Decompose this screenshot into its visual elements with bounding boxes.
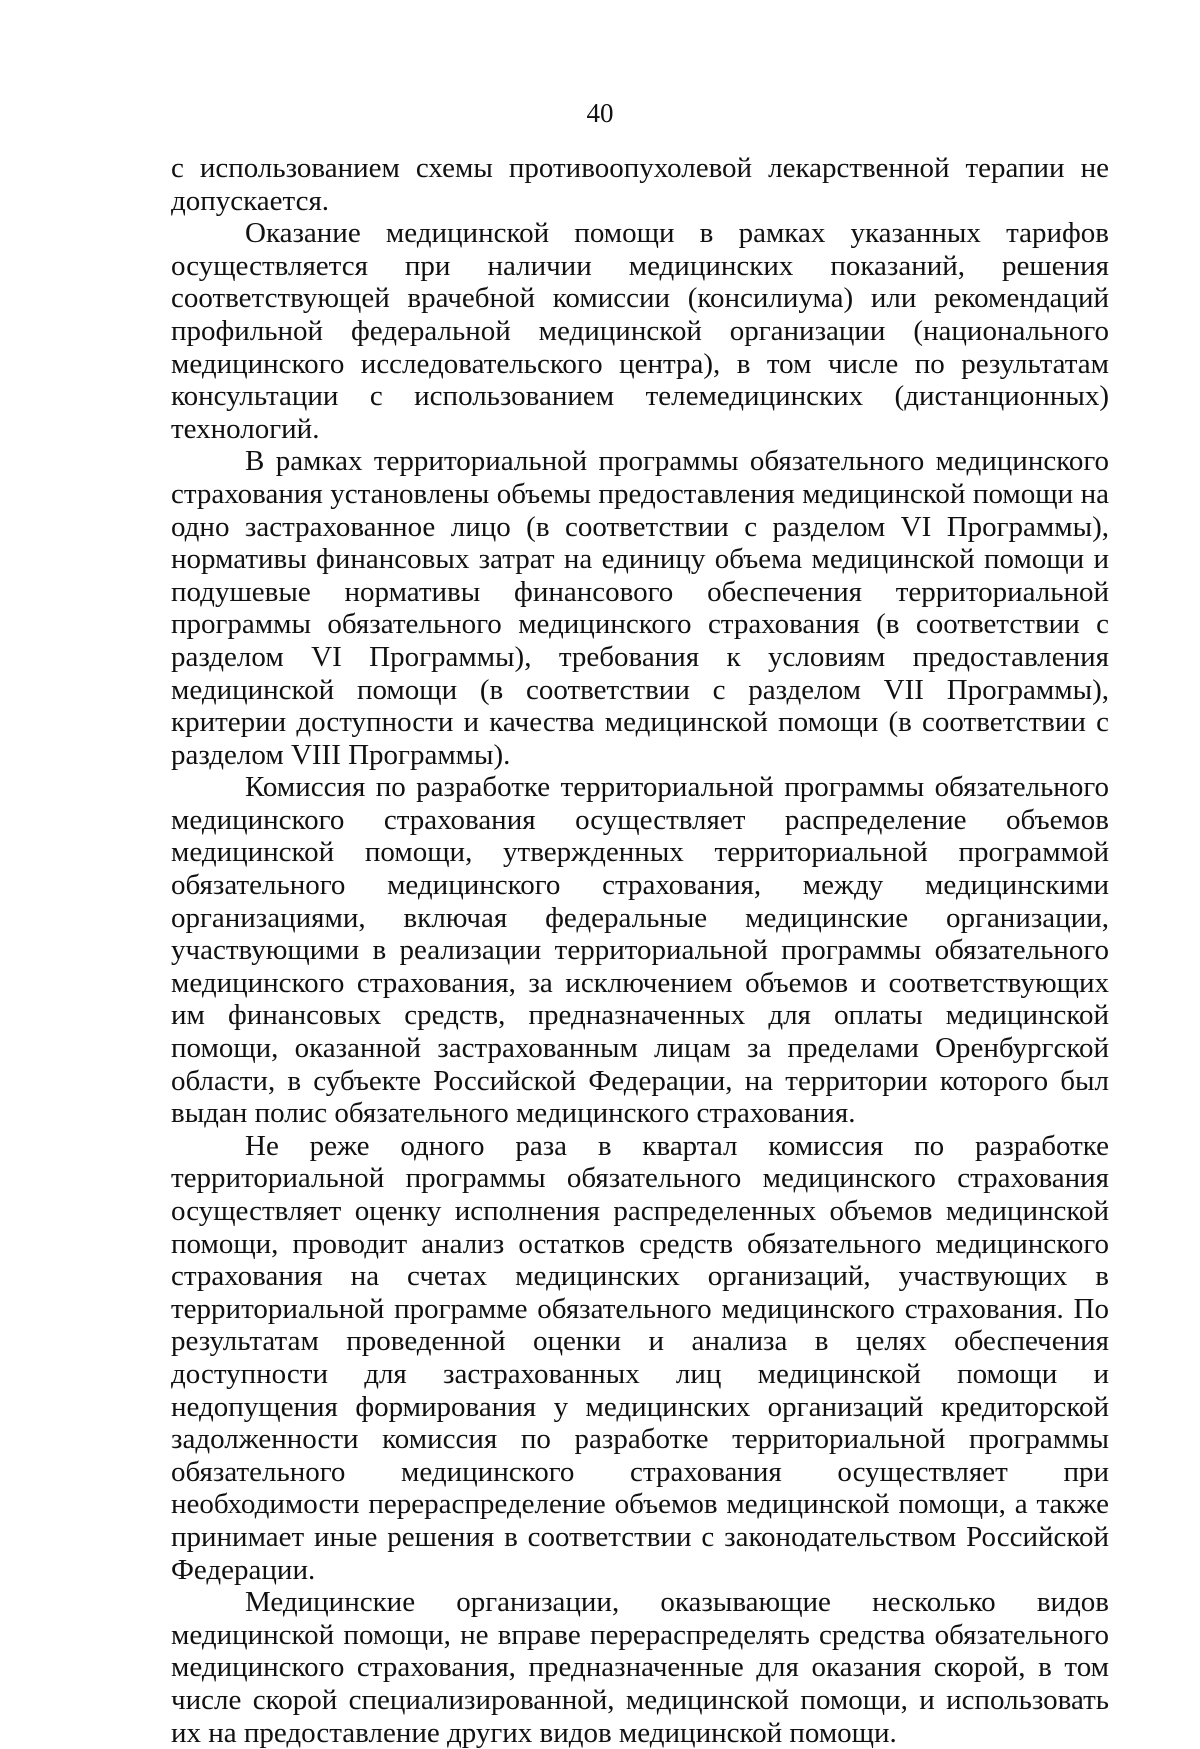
paragraph-quarterly-assessment: Не реже одного раза в квартал комиссия по разработке территориальной программы обязательного медицинского страхования осуществляет оценку исполнения распределенных объемов медицинской помощи, проводит анализ остатков средств обязательного медицинского страхования на счетах медицинских организаций, участвующих в территориальной программе обязательного медицинского страхования. По результатам проведенной оценки и анализа в целях обеспечения доступности для застрахованных лиц медицинской помощи и недопущения формирования у медицинских организаций кредиторской задолженности комиссия по разработке территориальной программы обязательного медицинского страхования осуществляет при необходимости перераспределение объемов медицинской помощи, а также принимает иные решения в соответствии с законодательством Российской Федерации. (171, 1129, 1109, 1586)
page-number: 40 (586, 98, 614, 128)
paragraph-tariff-provision: Оказание медицинской помощи в рамках указанных тарифов осуществляется при наличии медицинских показаний, решения соответствующей врачебной комиссии (консилиума) или рекомендаций профильной федеральной медицинской организации (национального медицинского исследовательского центра), в том числе по результатам консультации с использованием телемедицинских (дистанционных) технологий. (171, 217, 1109, 445)
paragraph-commission-distribution: Комиссия по разработке территориальной программы обязательного медицинского страхования осуществляет распределение объемов медицинской помощи, утвержденных территориальной программой обязательного медицинского страхования, между медицинскими организациями, включая федеральные медицинские организации, участвующими в реализации территориальной программы обязательного медицинского страхования, за исключением объемов и соответствующих им финансовых средств, предназначенных для оплаты медицинской помощи, оказанной застрахованным лицам за пределами Оренбургской области, в субъекте Российской Федерации, на территории которого был выдан полис обязательного медицинского страхования. (171, 771, 1109, 1130)
paragraph-continuation: с использованием схемы противоопухолевой лекарственной терапии не допускается. (171, 152, 1109, 217)
paragraph-funds-redistribution: Медицинские организации, оказывающие несколько видов медицинской помощи, не вправе перераспределять средства обязательного медицинского страхования, предназначенные для оказания скорой, в том числе скорой специализированной, медицинской помощи, и использовать их на предоставление других видов медицинской помощи. (171, 1586, 1109, 1749)
paragraph-territorial-program-volumes: В рамках территориальной программы обязательного медицинского страхования установлены объемы предоставления медицинской помощи на одно застрахованное лицо (в соответствии с разделом VI Программы), нормативы финансовых затрат на единицу объема медицинской помощи и подушевые нормативы финансового обеспечения территориальной программы обязательного медицинского страхования (в соответствии с разделом VI Программы), требования к условиям предоставления медицинской помощи (в соответствии с разделом VII Программы), критерии доступности и качества медицинской помощи (в соответствии с разделом VIII Программы). (171, 445, 1109, 771)
document-body (171, 152, 1109, 1749)
